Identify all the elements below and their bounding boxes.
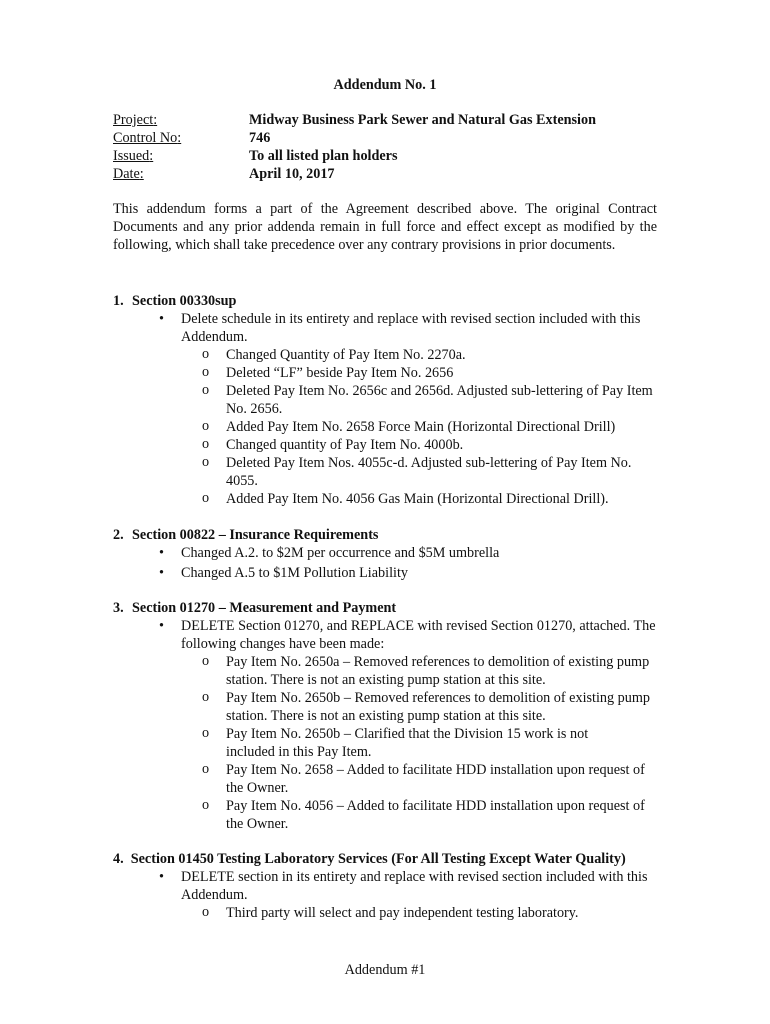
sub-list-item: o Added Pay Item No. 4056 Gas Main (Horizontal Directional Drill).	[202, 490, 609, 507]
sub-list-item: o Deleted “LF” beside Pay Item No. 2656	[202, 364, 454, 381]
list-item: • DELETE section in its entirety and replace with revised section included with this Addendum.	[159, 869, 648, 903]
meta-label: Date	[113, 166, 140, 182]
bullet-icon: •	[159, 869, 164, 885]
bullet-icon: •	[159, 565, 164, 581]
sub-list-item: o Pay Item No. 2650b – Clarified that the Division 15 work is not included in this Pay Item.	[202, 725, 589, 760]
section-number: 4.	[113, 851, 124, 867]
circle-bullet-icon: o	[202, 436, 210, 452]
section-heading: Section 00822 – Insurance Requirements	[132, 527, 379, 543]
list-item: • Changed A.5 to $1M Pollution Liability	[159, 565, 408, 581]
bullet-icon: •	[159, 545, 164, 561]
list-item: • Delete schedule in its entirety and replace with revised section included with this Addendum.	[159, 311, 641, 345]
circle-bullet-icon: o	[202, 689, 210, 705]
meta-label: Project	[113, 112, 154, 128]
meta-value: April 10, 2017	[249, 166, 335, 182]
circle-bullet-icon: o	[202, 797, 210, 813]
meta-value: Midway Business Park Sewer and Natural Gas Extension	[249, 112, 596, 128]
meta-value: 746	[249, 130, 271, 146]
meta-label: Control No	[113, 130, 178, 146]
circle-bullet-icon: o	[202, 382, 210, 398]
circle-bullet-icon: o	[202, 653, 210, 669]
meta-label: Issued	[113, 148, 150, 164]
section-number: 3.	[113, 600, 124, 616]
sub-list-item: o Pay Item No. 2650b – Removed references to demolition of existing pump station. There is not an existing pump station at this site.	[202, 689, 650, 724]
section-heading: Section 01270 – Measurement and Payment	[132, 600, 397, 616]
circle-bullet-icon: o	[202, 454, 210, 470]
circle-bullet-icon: o	[202, 725, 210, 741]
meta-row-issued: Issued: To all listed plan holders	[113, 148, 398, 164]
project-info	[113, 111, 596, 183]
sub-list-item: o Deleted Pay Item No. 2656c and 2656d. Adjusted sub-lettering of Pay Item No. 2656.	[202, 382, 653, 417]
sub-list-item: o Changed Quantity of Pay Item No. 2270a.	[202, 346, 466, 363]
section-3	[113, 599, 658, 833]
sub-list-item: o Deleted Pay Item Nos. 4055c-d. Adjusted sub-lettering of Pay Item No. 4055.	[202, 454, 632, 489]
circle-bullet-icon: o	[202, 761, 210, 777]
sub-list-item: o Third party will select and pay independent testing laboratory.	[202, 904, 579, 921]
list-item: • DELETE Section 01270, and REPLACE with revised Section 01270, attached. The following changes have been made:	[159, 618, 656, 652]
section-number: 2.	[113, 527, 124, 543]
meta-row-control-no: Control No: 746	[113, 130, 271, 146]
sub-list-item: o Pay Item No. 2650a – Removed references to demolition of existing pump station. There is not an existing pump station at this site.	[202, 653, 650, 688]
circle-bullet-icon: o	[202, 418, 210, 434]
circle-bullet-icon: o	[202, 904, 210, 920]
sub-list-item: o Pay Item No. 4056 – Added to facilitate HDD installation upon request of the Owner.	[202, 797, 645, 832]
intro-paragraph: This addendum forms a part of the Agreement described above. The original Contract Documents and any prior addenda remain in full force and effect except as modified by the following, which shall take precedence over any contrary provisions in prior documents.	[113, 201, 657, 253]
section-2	[113, 526, 658, 582]
circle-bullet-icon: o	[202, 364, 210, 380]
list-item: • Changed A.2. to $2M per occurrence and $5M umbrella	[159, 545, 500, 561]
page-footer: Addendum #1	[344, 962, 426, 978]
bullet-icon: •	[159, 311, 164, 327]
section-heading: Section 00330sup	[132, 293, 237, 309]
meta-row-date: Date: April 10, 2017	[113, 166, 335, 182]
section-1	[113, 292, 658, 508]
sub-list-item: o Changed quantity of Pay Item No. 4000b.	[202, 436, 464, 453]
section-number: 1.	[113, 293, 124, 309]
sub-list-item: o Pay Item No. 2658 – Added to facilitate HDD installation upon request of the Owner.	[202, 761, 645, 796]
sub-list-item: o Added Pay Item No. 2658 Force Main (Horizontal Directional Drill)	[202, 418, 616, 435]
section-4	[113, 850, 658, 922]
circle-bullet-icon: o	[202, 346, 210, 362]
section-heading: Section 01450 Testing Laboratory Services (For All Testing Except Water Quality)	[130, 851, 626, 867]
document-title: Addendum No. 1	[333, 77, 437, 93]
meta-value: To all listed plan holders	[249, 148, 398, 164]
bullet-icon: •	[159, 618, 164, 634]
circle-bullet-icon: o	[202, 490, 210, 506]
meta-row-project: Project: Midway Business Park Sewer and Natural Gas Extension	[113, 112, 596, 128]
